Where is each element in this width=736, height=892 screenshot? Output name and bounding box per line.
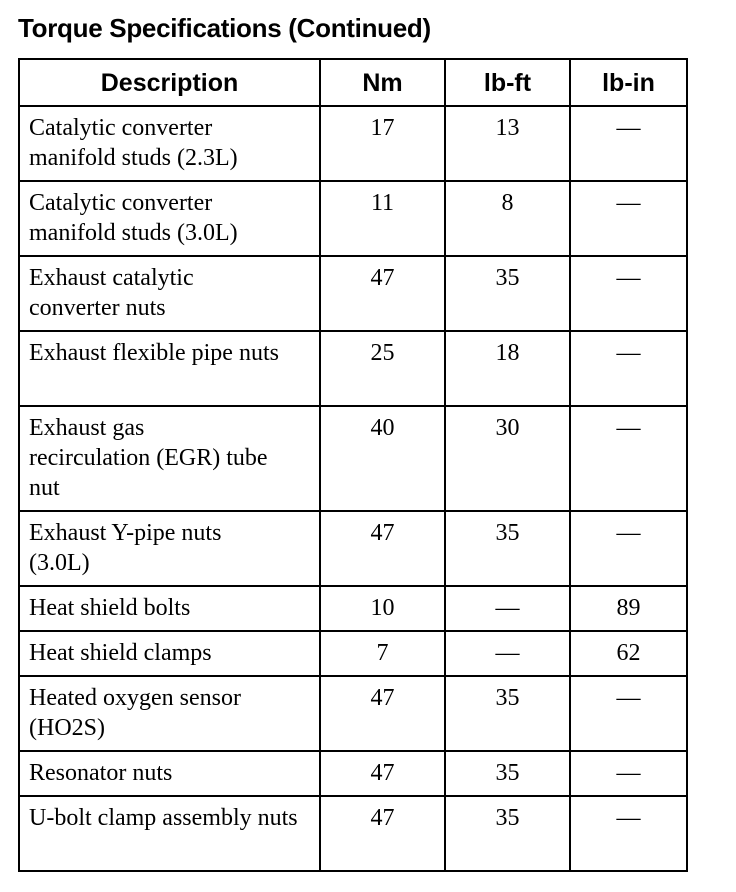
description-cell <box>19 256 320 331</box>
lbft-cell: 35 <box>445 676 570 751</box>
lbin-cell: — <box>570 406 687 511</box>
table-row <box>19 181 687 256</box>
column-header-lbin: lb-in <box>570 59 687 106</box>
nm-cell: 47 <box>320 676 445 751</box>
table-row <box>19 331 687 406</box>
nm-cell: 47 <box>320 796 445 871</box>
column-header-nm: Nm <box>320 59 445 106</box>
description-text: Exhaust gas recirculation (EGR) tube nut <box>29 415 268 501</box>
description-text: Exhaust catalytic converter nuts <box>29 265 194 321</box>
description-cell <box>19 181 320 256</box>
nm-cell: 40 <box>320 406 445 511</box>
lbft-cell: 35 <box>445 751 570 796</box>
lbft-cell: 8 <box>445 181 570 256</box>
table-row <box>19 676 687 751</box>
column-header-lbft: lb-ft <box>445 59 570 106</box>
description-text: Heated oxygen sensor (HO2S) <box>29 685 241 741</box>
description-cell <box>19 406 320 511</box>
description-cell <box>19 631 320 676</box>
table-row <box>19 751 687 796</box>
lbft-cell: 13 <box>445 106 570 181</box>
lbin-cell: — <box>570 751 687 796</box>
description-text: Heat shield clamps <box>29 640 212 666</box>
lbft-cell: 35 <box>445 256 570 331</box>
description-text: Catalytic converter manifold studs (3.0L) <box>29 190 238 246</box>
table-row <box>19 586 687 631</box>
lbin-cell: 89 <box>570 586 687 631</box>
lbft-cell: — <box>445 631 570 676</box>
lbft-cell: 35 <box>445 511 570 586</box>
description-text: Heat shield bolts <box>29 595 191 621</box>
nm-cell: 47 <box>320 751 445 796</box>
description-cell <box>19 796 320 871</box>
lbin-cell: 62 <box>570 631 687 676</box>
nm-cell: 11 <box>320 181 445 256</box>
lbft-cell: — <box>445 586 570 631</box>
torque-spec-table <box>18 58 688 872</box>
table-row <box>19 106 687 181</box>
description-text: Exhaust Y-pipe nuts (3.0L) <box>29 520 222 576</box>
description-cell <box>19 586 320 631</box>
table-row <box>19 406 687 511</box>
description-text: Exhaust flexible pipe nuts <box>29 340 279 366</box>
description-text: Resonator nuts <box>29 760 173 786</box>
lbin-cell: — <box>570 256 687 331</box>
lbin-cell: — <box>570 676 687 751</box>
lbft-cell: 30 <box>445 406 570 511</box>
lbin-cell: — <box>570 796 687 871</box>
lbin-cell: — <box>570 106 687 181</box>
lbin-cell: — <box>570 511 687 586</box>
table-row <box>19 796 687 871</box>
lbin-cell: — <box>570 331 687 406</box>
column-header-description: Description <box>19 59 320 106</box>
description-cell <box>19 106 320 181</box>
table-row <box>19 511 687 586</box>
table-row <box>19 631 687 676</box>
nm-cell: 10 <box>320 586 445 631</box>
nm-cell: 17 <box>320 106 445 181</box>
nm-cell: 47 <box>320 256 445 331</box>
description-text: U-bolt clamp assembly nuts <box>29 805 298 831</box>
description-cell <box>19 331 320 406</box>
nm-cell: 25 <box>320 331 445 406</box>
description-cell <box>19 511 320 586</box>
table-header-row <box>19 59 687 106</box>
table-row <box>19 256 687 331</box>
lbin-cell: — <box>570 181 687 256</box>
page-title: Torque Specifications (Continued) <box>18 13 431 43</box>
lbft-cell: 35 <box>445 796 570 871</box>
nm-cell: 7 <box>320 631 445 676</box>
nm-cell: 47 <box>320 511 445 586</box>
description-cell <box>19 676 320 751</box>
description-text: Catalytic converter manifold studs (2.3L) <box>29 115 238 171</box>
description-cell <box>19 751 320 796</box>
lbft-cell: 18 <box>445 331 570 406</box>
